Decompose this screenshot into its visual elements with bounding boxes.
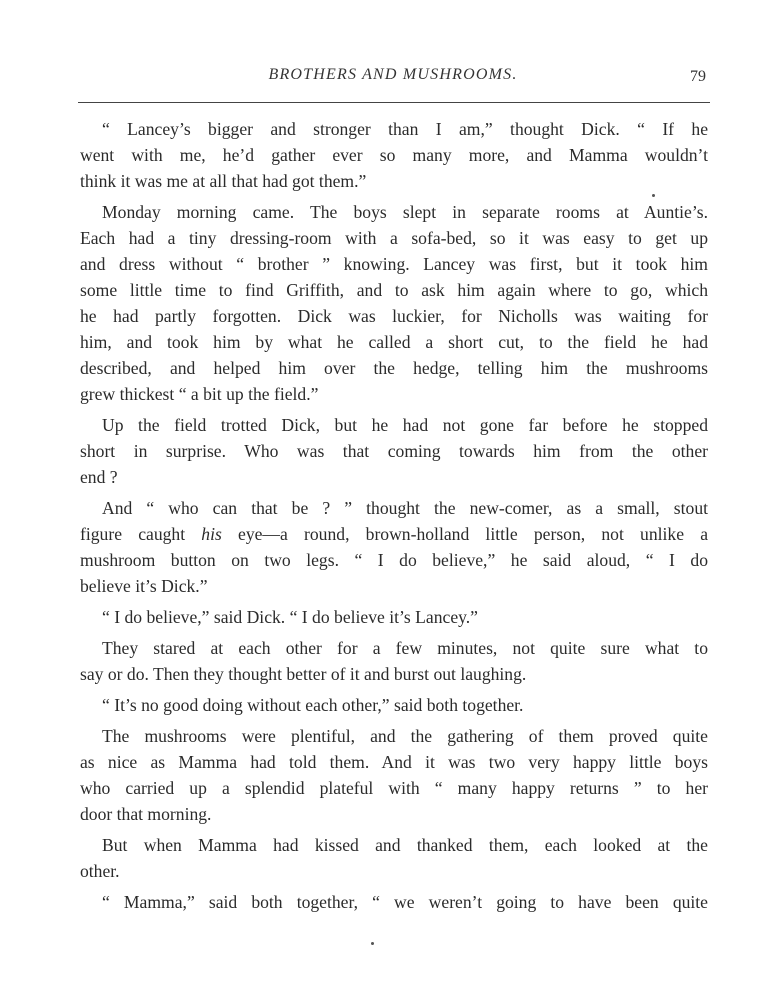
header-rule [78, 102, 710, 103]
paragraph [80, 116, 708, 194]
running-title: BROTHERS AND MUSHROOMS. [268, 66, 518, 83]
text-line: who carried up a splendid plateful with “ many happy returns ” to her [80, 778, 708, 798]
text-line: Monday morning came. The boys slept in separate rooms at Auntie’s. [102, 202, 708, 222]
running-head [78, 66, 708, 92]
text-line: believe it’s Dick.” [80, 576, 208, 596]
text-line: But when Mamma had kissed and thanked them, each looked at the [102, 835, 708, 855]
print-speck [371, 942, 374, 945]
text-line: he had partly forgotten. Dick was luckier, for Nicholls was waiting for [80, 306, 708, 326]
text-line: They stared at each other for a few minutes, not quite sure what to [102, 638, 708, 658]
text-line: The mushrooms were plentiful, and the gathering of them proved quite [102, 726, 708, 746]
paragraph [80, 199, 708, 407]
paragraph [80, 635, 708, 687]
text-line: “ Lancey’s bigger and stronger than I am,” thought Dick. “ If he [102, 119, 708, 139]
paragraph [80, 604, 708, 630]
paragraph [80, 412, 708, 490]
text-line: door that morning. [80, 804, 212, 824]
text-line: grew thickest “ a bit up the field.” [80, 384, 319, 404]
print-speck [652, 194, 655, 197]
page-number: 79 [690, 68, 706, 85]
text-line: “ Mamma,” said both together, “ we weren’t going to have been quite [102, 892, 708, 912]
text-line: “ It’s no good doing without each other,” said both together. [102, 695, 524, 715]
text-line: And “ who can that be ? ” thought the new-comer, as a small, stout [102, 498, 708, 518]
text-line: mushroom button on two legs. “ I do believe,” he said aloud, “ I do [80, 550, 708, 570]
paragraph [80, 723, 708, 827]
text-line: say or do. Then they thought better of it and burst out laughing. [80, 664, 527, 684]
paragraph [80, 832, 708, 884]
text-line: “ I do believe,” said Dick. “ I do believe it’s Lancey.” [102, 607, 478, 627]
text-line: Each had a tiny dressing-room with a sofa-bed, so it was easy to get up [80, 228, 708, 248]
paragraph [80, 889, 708, 915]
text-line: short in surprise. Who was that coming towards him from the other [80, 441, 708, 461]
paragraph [80, 692, 708, 718]
text-line: as nice as Mamma had told them. And it was two very happy little boys [80, 752, 708, 772]
body-text [80, 116, 708, 915]
text-line: Up the field trotted Dick, but he had not gone far before he stopped [102, 415, 708, 435]
text-line: went with me, he’d gather ever so many more, and Mamma wouldn’t [80, 145, 708, 165]
text-line: figure caught his eye—a round, brown-holland little person, not unlike a [80, 524, 708, 544]
text-line: think it was me at all that had got them.” [80, 171, 367, 191]
text-line: other. [80, 861, 120, 881]
paragraph [80, 495, 708, 599]
text-line: described, and helped him over the hedge, telling him the mushrooms [80, 358, 708, 378]
text-line: him, and took him by what he called a short cut, to the field he had [80, 332, 708, 352]
text-line: and dress without “ brother ” knowing. Lancey was first, but it took him [80, 254, 708, 274]
text-line: some little time to find Griffith, and to ask him again where to go, which [80, 280, 708, 300]
text-line: end ? [80, 467, 118, 487]
